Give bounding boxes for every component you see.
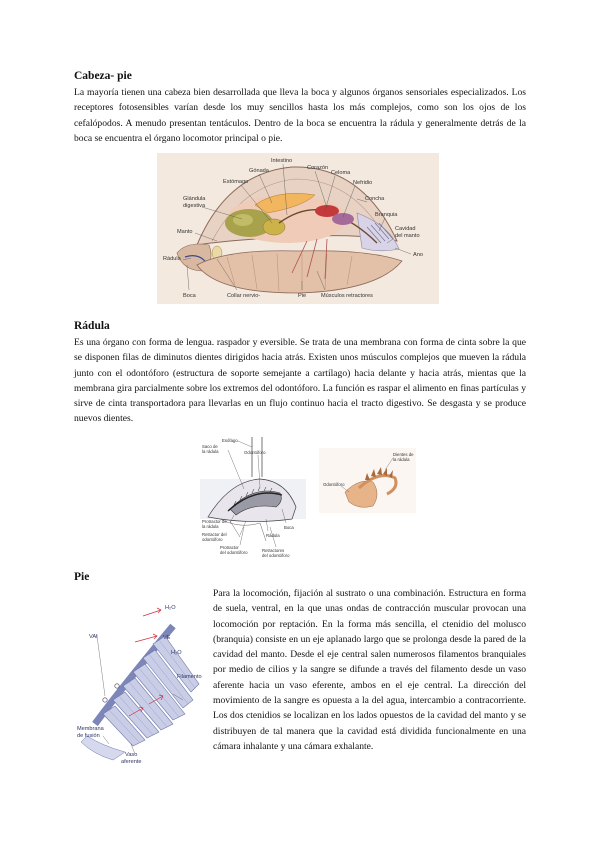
- paragraph-cabeza-pie: La mayoría tienen una cabeza bien desarrollada que lleva la boca y algunos órganos sensoriales especializados. Los receptores fotosensibles varían desde los muy sencillos hasta los más complejos, como son los ojos de los cefalópodos. A menudo presentan tentáculos. Dentro de la boca se encuentra la rádula y generalmente detrás de la boca se encuentra el órgano locomotor principal o pie.: [74, 87, 526, 144]
- label-radula: Rádula: [163, 256, 181, 262]
- figure-radula-teeth: [319, 448, 416, 513]
- paragraph-radula: Es una órgano con forma de lengua. raspador y eversible. Se trata de una membrana con forma de cinta sobre la que se disponen filas de diminutos dientes dirigidos hacia atrás. Existen unos músculos complejos que mueven la rádula junto con el odontóforo (estructura de soporte semejante a cartílago) hacia delante y hacia atrás, mientas que la membrana gira parcialmente sobre los extremos del odontóforo. La función es raspar el alimento en finas partículas y sirve de cinta transportadora para llevarlas en un flujo continuo hacia el tracto digestivo. Se desgasta y se produce nuevos dientes.: [74, 337, 526, 425]
- label-protractor-la-radula: la rádula: [202, 524, 219, 529]
- label-filamento: Filamento: [177, 674, 202, 680]
- label-de-fusion: de fusión: [77, 733, 100, 739]
- label-aferente: aferente: [121, 759, 142, 764]
- label-nefridio: Nefridio: [353, 180, 373, 186]
- label-concha: Concha: [365, 196, 385, 202]
- label-odontoforo-teeth: Odontóforo: [323, 482, 345, 487]
- figure-ctenidium: [73, 596, 205, 764]
- label-radula-band: Rádula: [266, 533, 280, 538]
- label-h2o-mid: H₂O: [171, 650, 182, 656]
- label-glandula: Glándula: [183, 196, 206, 202]
- label-retractor-del: Retractor del: [202, 532, 227, 537]
- label-intestino: Intestino: [271, 158, 293, 164]
- figure-mollusk-anatomy: [157, 153, 439, 304]
- label-digestiva: digestiva: [183, 203, 206, 209]
- label-branquia: Branquia: [375, 212, 398, 218]
- label-retractores-del-odontoforo: del odontóforo: [262, 553, 290, 558]
- label-protractor-de: Protractor de: [202, 519, 227, 524]
- label-odontoforo: Odontóforo: [244, 450, 266, 455]
- label-vaf: VAf: [89, 634, 98, 640]
- heading-radula: Rádula: [74, 320, 110, 332]
- label-ano: Ano: [413, 252, 423, 258]
- label-pie: Pie: [298, 293, 307, 299]
- label-vaso: Vaso: [125, 752, 138, 758]
- label-membrana: Membrana: [77, 726, 104, 732]
- label-estomago: Estómago: [223, 179, 249, 185]
- paragraph-pie: Para la locomoción, fijación al sustrato o una combinación. Estructura en forma de suela, ventral, en la que unas ondas de contracción muscular provocan una locomoción por reptación. En la forma más sencilla, el ctenidio del molusco (branquia) consiste en un eje aplanado largo que se prolonga desde la pared de la cavidad del manto. Desde el eje central salen numerosos filamentos branquiales por medio de cilios y la sangre se difunde a través del filamento desde un vaso aferente hacia un vaso eferente, ambos en el eje central. La dirección del movimiento de la sangre es opuesta a la del agua, intercambio a contracorriente. Los dos ctenidios se localizan en los lados opuestos de la cavidad del manto y se distribuyen de tal manera que la cavidad está dividida funcionalmente en una cámara inhalante y una cámara exhalante.: [213, 588, 526, 752]
- label-cavidad: Cavidad: [395, 226, 416, 232]
- label-saco-la-radula: la rádula: [202, 449, 219, 454]
- label-manto: Manto: [177, 229, 193, 235]
- label-h2o-top: H₂O: [165, 605, 176, 611]
- label-esofago: Esófago: [222, 438, 238, 443]
- label-protractor2-del-odontoforo: del odontóforo: [220, 550, 248, 555]
- label-retractores: Retractores: [262, 548, 285, 553]
- label-musculos-retractores: Músculos retractores: [321, 293, 373, 299]
- label-corazon: Corazón: [307, 165, 329, 171]
- label-boca-radula: Boca: [284, 525, 294, 530]
- label-ve: VE: [163, 635, 171, 641]
- label-retractor-odontoforo: odontóforo: [202, 537, 223, 542]
- label-collar-nervioso: Collar nervio-: [227, 293, 261, 299]
- heading-cabeza-pie: Cabeza- pie: [74, 70, 132, 82]
- label-gonada: Gónada: [249, 168, 269, 174]
- figure-radula-section: [200, 437, 306, 565]
- label-dientes-de: Dientes de: [393, 452, 414, 457]
- heading-pie: Pie: [74, 571, 90, 583]
- label-celoma: Celoma: [331, 170, 351, 176]
- label-dientes-la-radula: la rádula: [393, 457, 410, 462]
- label-protractor2: Protractor: [220, 545, 239, 550]
- label-boca: Boca: [183, 293, 196, 299]
- label-del-manto: del manto: [395, 233, 420, 239]
- label-saco-de: Saco de: [202, 444, 218, 449]
